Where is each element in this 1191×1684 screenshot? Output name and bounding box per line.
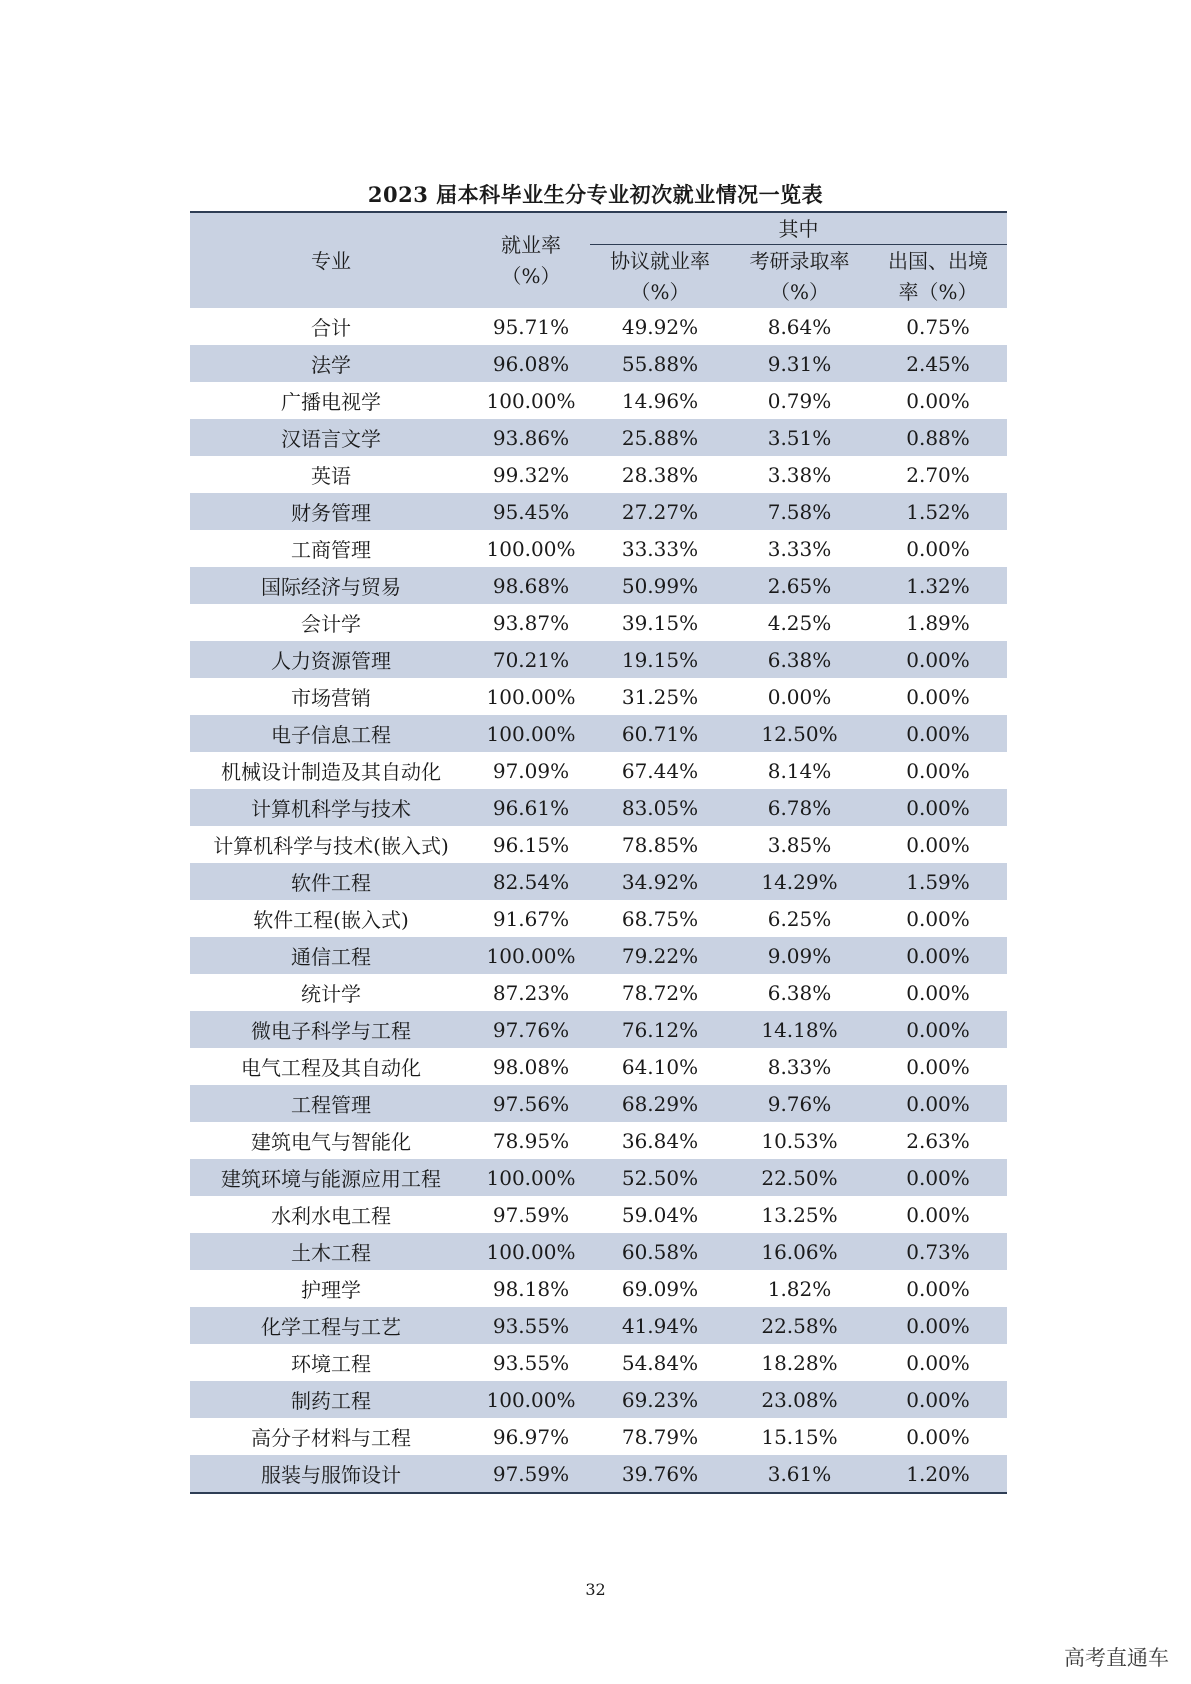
cell-major: 计算机科学与技术 [190,789,472,826]
employment-table [190,211,1007,1494]
cell-major: 法学 [190,345,472,382]
cell-abroad-rate: 1.89% [906,610,970,635]
cell-major: 工程管理 [190,1085,472,1122]
cell-postgrad-rate: 13.25% [761,1202,838,1227]
cell-postgrad-rate: 4.25% [767,610,832,635]
cell-employment-rate: 93.86% [472,419,590,456]
cell-employment-rate: 93.87% [492,610,570,635]
cell-abroad-rate: 0.00% [906,832,970,857]
cell-postgrad-rate: 8.33% [767,1054,832,1079]
table-row [190,308,1007,345]
header-major-label: 专业 [311,248,351,273]
table-row [190,345,1007,382]
table-row [190,604,1007,641]
cell-abroad-rate: 0.00% [906,1276,970,1301]
table-row [190,1011,1007,1048]
table-row [190,715,1007,752]
table-row [190,974,1007,1011]
cell-major: 广播电视学 [281,390,381,414]
cell-employment-rate: 98.68% [472,567,590,604]
cell-agreement-rate: 78.85% [621,832,699,857]
cell-agreement-rate: 50.99% [590,567,730,604]
cell-abroad-rate: 0.00% [869,715,1007,752]
cell-agreement-rate: 83.05% [590,789,730,826]
cell-employment-rate: 100.00% [472,1233,590,1270]
cell-agreement-rate: 68.75% [621,906,699,931]
cell-major: 土木工程 [190,1233,472,1270]
cell-agreement-rate: 76.12% [590,1011,730,1048]
header-abroad-line2: 率（%） [898,279,978,304]
cell-agreement-rate: 28.38% [621,462,699,487]
cell-major: 计算机科学与技术(嵌入式) [213,834,449,858]
cell-employment-rate: 87.23% [492,980,570,1005]
table-row [190,937,1007,974]
table-row [190,752,1007,789]
table-row [190,1085,1007,1122]
table-row [190,493,1007,530]
cell-employment-rate: 96.08% [472,345,590,382]
header-employment-rate [472,212,590,308]
cell-major: 市场营销 [291,686,371,710]
header-postgrad-rate [730,245,869,309]
cell-abroad-rate: 1.59% [869,863,1007,900]
cell-agreement-rate: 25.88% [590,419,730,456]
table-body [190,308,1007,1493]
header-postgrad-line2: （%） [769,279,829,304]
cell-postgrad-rate: 6.78% [730,789,869,826]
cell-abroad-rate: 0.00% [869,641,1007,678]
cell-major: 工商管理 [291,538,371,562]
cell-employment-rate: 93.55% [492,1350,570,1375]
cell-abroad-rate: 0.73% [869,1233,1007,1270]
cell-major: 软件工程 [190,863,472,900]
cell-postgrad-rate: 7.58% [730,493,869,530]
cell-postgrad-rate: 22.58% [730,1307,869,1344]
header-agreement-rate [590,245,730,309]
cell-postgrad-rate: 12.50% [730,715,869,752]
table-row [190,1196,1007,1233]
cell-postgrad-rate: 6.38% [730,641,869,678]
cell-postgrad-rate: 3.85% [767,832,832,857]
cell-employment-rate: 91.67% [492,906,570,931]
cell-abroad-rate: 0.00% [906,980,970,1005]
table-row [190,863,1007,900]
cell-employment-rate: 96.97% [492,1424,570,1449]
cell-postgrad-rate: 6.38% [767,980,832,1005]
cell-agreement-rate: 52.50% [590,1159,730,1196]
cell-employment-rate: 100.00% [472,937,590,974]
cell-employment-rate: 97.09% [492,758,570,783]
table-row [190,900,1007,937]
cell-agreement-rate: 78.72% [621,980,699,1005]
table-row [190,382,1007,419]
header-agreement-line1: 协议就业率 [610,248,710,273]
cell-postgrad-rate: 14.29% [730,863,869,900]
cell-major: 护理学 [301,1278,361,1302]
cell-major: 建筑电气与智能化 [251,1130,411,1154]
header-employment-rate-line1: 就业率 [501,232,561,257]
header-employment-rate-line2: （%） [501,263,561,288]
table-row [190,1048,1007,1085]
cell-major: 软件工程(嵌入式) [253,908,409,932]
cell-major: 统计学 [301,982,361,1006]
table-row [190,1344,1007,1381]
cell-employment-rate: 100.00% [472,715,590,752]
cell-agreement-rate: 34.92% [590,863,730,900]
header-agreement-line2: （%） [630,279,690,304]
cell-employment-rate: 95.71% [492,314,570,339]
cell-major: 建筑环境与能源应用工程 [190,1159,472,1196]
cell-employment-rate: 98.18% [492,1276,570,1301]
cell-abroad-rate: 0.00% [906,1424,970,1449]
cell-postgrad-rate: 3.38% [767,462,832,487]
cell-major: 财务管理 [190,493,472,530]
cell-agreement-rate: 14.96% [621,388,699,413]
cell-major: 会计学 [301,612,361,636]
header-abroad-line1: 出国、出境 [888,248,988,273]
cell-employment-rate: 97.59% [492,1202,570,1227]
cell-postgrad-rate: 8.14% [767,758,832,783]
cell-employment-rate: 100.00% [486,388,576,413]
cell-agreement-rate: 64.10% [621,1054,699,1079]
cell-abroad-rate: 0.00% [906,1350,970,1375]
table-row [190,419,1007,456]
cell-agreement-rate: 69.09% [621,1276,699,1301]
header-group-label: 其中 [778,216,819,241]
cell-abroad-rate: 1.52% [869,493,1007,530]
cell-major: 水利水电工程 [271,1204,391,1228]
cell-abroad-rate: 0.00% [869,1085,1007,1122]
cell-agreement-rate: 59.04% [621,1202,699,1227]
cell-major: 服装与服饰设计 [190,1455,472,1493]
cell-employment-rate: 78.95% [492,1128,570,1153]
cell-employment-rate: 100.00% [472,1159,590,1196]
cell-postgrad-rate: 3.33% [767,536,832,561]
cell-abroad-rate: 0.00% [906,758,970,783]
table-row [190,1233,1007,1270]
cell-employment-rate: 97.56% [472,1085,590,1122]
table-row [190,530,1007,567]
cell-abroad-rate: 0.00% [906,1054,970,1079]
cell-agreement-rate: 60.58% [590,1233,730,1270]
cell-employment-rate: 95.45% [472,493,590,530]
cell-agreement-rate: 39.15% [621,610,699,635]
cell-postgrad-rate: 9.76% [730,1085,869,1122]
page-number: 32 [585,1580,606,1599]
cell-abroad-rate: 0.00% [906,1202,970,1227]
table-row [190,1270,1007,1307]
cell-major: 国际经济与贸易 [190,567,472,604]
cell-agreement-rate: 60.71% [590,715,730,752]
cell-major: 电子信息工程 [190,715,472,752]
cell-postgrad-rate: 2.65% [730,567,869,604]
header-abroad-rate [869,245,1007,309]
cell-employment-rate: 97.76% [472,1011,590,1048]
cell-employment-rate: 99.32% [492,462,570,487]
table-row [190,567,1007,604]
table-row [190,641,1007,678]
cell-postgrad-rate: 3.51% [730,419,869,456]
cell-major: 环境工程 [291,1352,371,1376]
cell-abroad-rate: 2.70% [906,462,970,487]
table-row [190,1418,1007,1455]
table-title: 2023 届本科毕业生分专业初次就业情况一览表 [367,182,824,207]
table-header [190,212,1007,308]
cell-postgrad-rate: 14.18% [730,1011,869,1048]
cell-agreement-rate: 68.29% [590,1085,730,1122]
table-row [190,789,1007,826]
watermark-text: 高考直通车 [1064,1646,1169,1670]
cell-abroad-rate: 1.32% [869,567,1007,604]
table-row [190,1381,1007,1418]
cell-abroad-rate: 2.45% [869,345,1007,382]
cell-major: 化学工程与工艺 [190,1307,472,1344]
cell-employment-rate: 96.61% [472,789,590,826]
table-row [190,1122,1007,1159]
cell-abroad-rate: 0.00% [869,1381,1007,1418]
cell-agreement-rate: 78.79% [621,1424,699,1449]
cell-employment-rate: 96.15% [492,832,570,857]
cell-agreement-rate: 33.33% [621,536,699,561]
cell-abroad-rate: 0.00% [906,906,970,931]
cell-abroad-rate: 0.00% [906,536,970,561]
cell-agreement-rate: 55.88% [590,345,730,382]
cell-agreement-rate: 27.27% [590,493,730,530]
header-postgrad-line1: 考研录取率 [749,248,850,273]
cell-postgrad-rate: 16.06% [730,1233,869,1270]
cell-agreement-rate: 19.15% [590,641,730,678]
table-row [190,1159,1007,1196]
cell-postgrad-rate: 22.50% [730,1159,869,1196]
cell-postgrad-rate: 15.15% [761,1424,838,1449]
cell-abroad-rate: 0.00% [906,684,970,709]
cell-abroad-rate: 2.63% [906,1128,970,1153]
cell-postgrad-rate: 10.53% [761,1128,838,1153]
cell-agreement-rate: 41.94% [590,1307,730,1344]
table-row [190,826,1007,863]
cell-major: 机械设计制造及其自动化 [221,760,441,784]
employment-table-container [190,211,1007,1494]
cell-major: 合计 [311,316,351,340]
cell-agreement-rate: 54.84% [621,1350,699,1375]
cell-abroad-rate: 0.00% [869,1011,1007,1048]
cell-agreement-rate: 67.44% [621,758,699,783]
cell-postgrad-rate: 1.82% [767,1276,832,1301]
cell-abroad-rate: 0.00% [869,1307,1007,1344]
cell-employment-rate: 97.59% [472,1455,590,1493]
table-row [190,1455,1007,1493]
cell-agreement-rate: 31.25% [621,684,699,709]
cell-abroad-rate: 0.75% [906,314,970,339]
cell-employment-rate: 82.54% [472,863,590,900]
cell-postgrad-rate: 0.00% [767,684,832,709]
cell-employment-rate: 100.00% [472,1381,590,1418]
cell-major: 制药工程 [190,1381,472,1418]
table-row [190,1307,1007,1344]
cell-abroad-rate: 1.20% [869,1455,1007,1493]
cell-agreement-rate: 69.23% [590,1381,730,1418]
cell-agreement-rate: 79.22% [590,937,730,974]
cell-employment-rate: 98.08% [492,1054,570,1079]
cell-postgrad-rate: 9.09% [730,937,869,974]
cell-postgrad-rate: 0.79% [767,388,832,413]
cell-postgrad-rate: 6.25% [767,906,832,931]
cell-major: 通信工程 [190,937,472,974]
header-major [190,212,472,308]
cell-abroad-rate: 0.00% [869,1159,1007,1196]
cell-major: 人力资源管理 [190,641,472,678]
cell-agreement-rate: 36.84% [621,1128,699,1153]
cell-agreement-rate: 49.92% [621,314,699,339]
cell-abroad-rate: 0.88% [869,419,1007,456]
cell-abroad-rate: 0.00% [869,937,1007,974]
cell-major: 英语 [311,464,351,488]
cell-postgrad-rate: 8.64% [767,314,832,339]
header-group [590,212,1007,245]
cell-abroad-rate: 0.00% [869,789,1007,826]
cell-major: 电气工程及其自动化 [241,1056,421,1080]
cell-employment-rate: 93.55% [472,1307,590,1344]
cell-postgrad-rate: 3.61% [730,1455,869,1493]
cell-agreement-rate: 39.76% [590,1455,730,1493]
cell-postgrad-rate: 18.28% [761,1350,838,1375]
table-row [190,456,1007,493]
cell-postgrad-rate: 23.08% [730,1381,869,1418]
cell-major: 汉语言文学 [190,419,472,456]
cell-major: 高分子材料与工程 [251,1426,411,1450]
cell-employment-rate: 100.00% [486,684,576,709]
cell-abroad-rate: 0.00% [906,388,970,413]
cell-employment-rate: 70.21% [472,641,590,678]
table-row [190,678,1007,715]
cell-employment-rate: 100.00% [486,536,576,561]
cell-major: 微电子科学与工程 [190,1011,472,1048]
cell-postgrad-rate: 9.31% [730,345,869,382]
